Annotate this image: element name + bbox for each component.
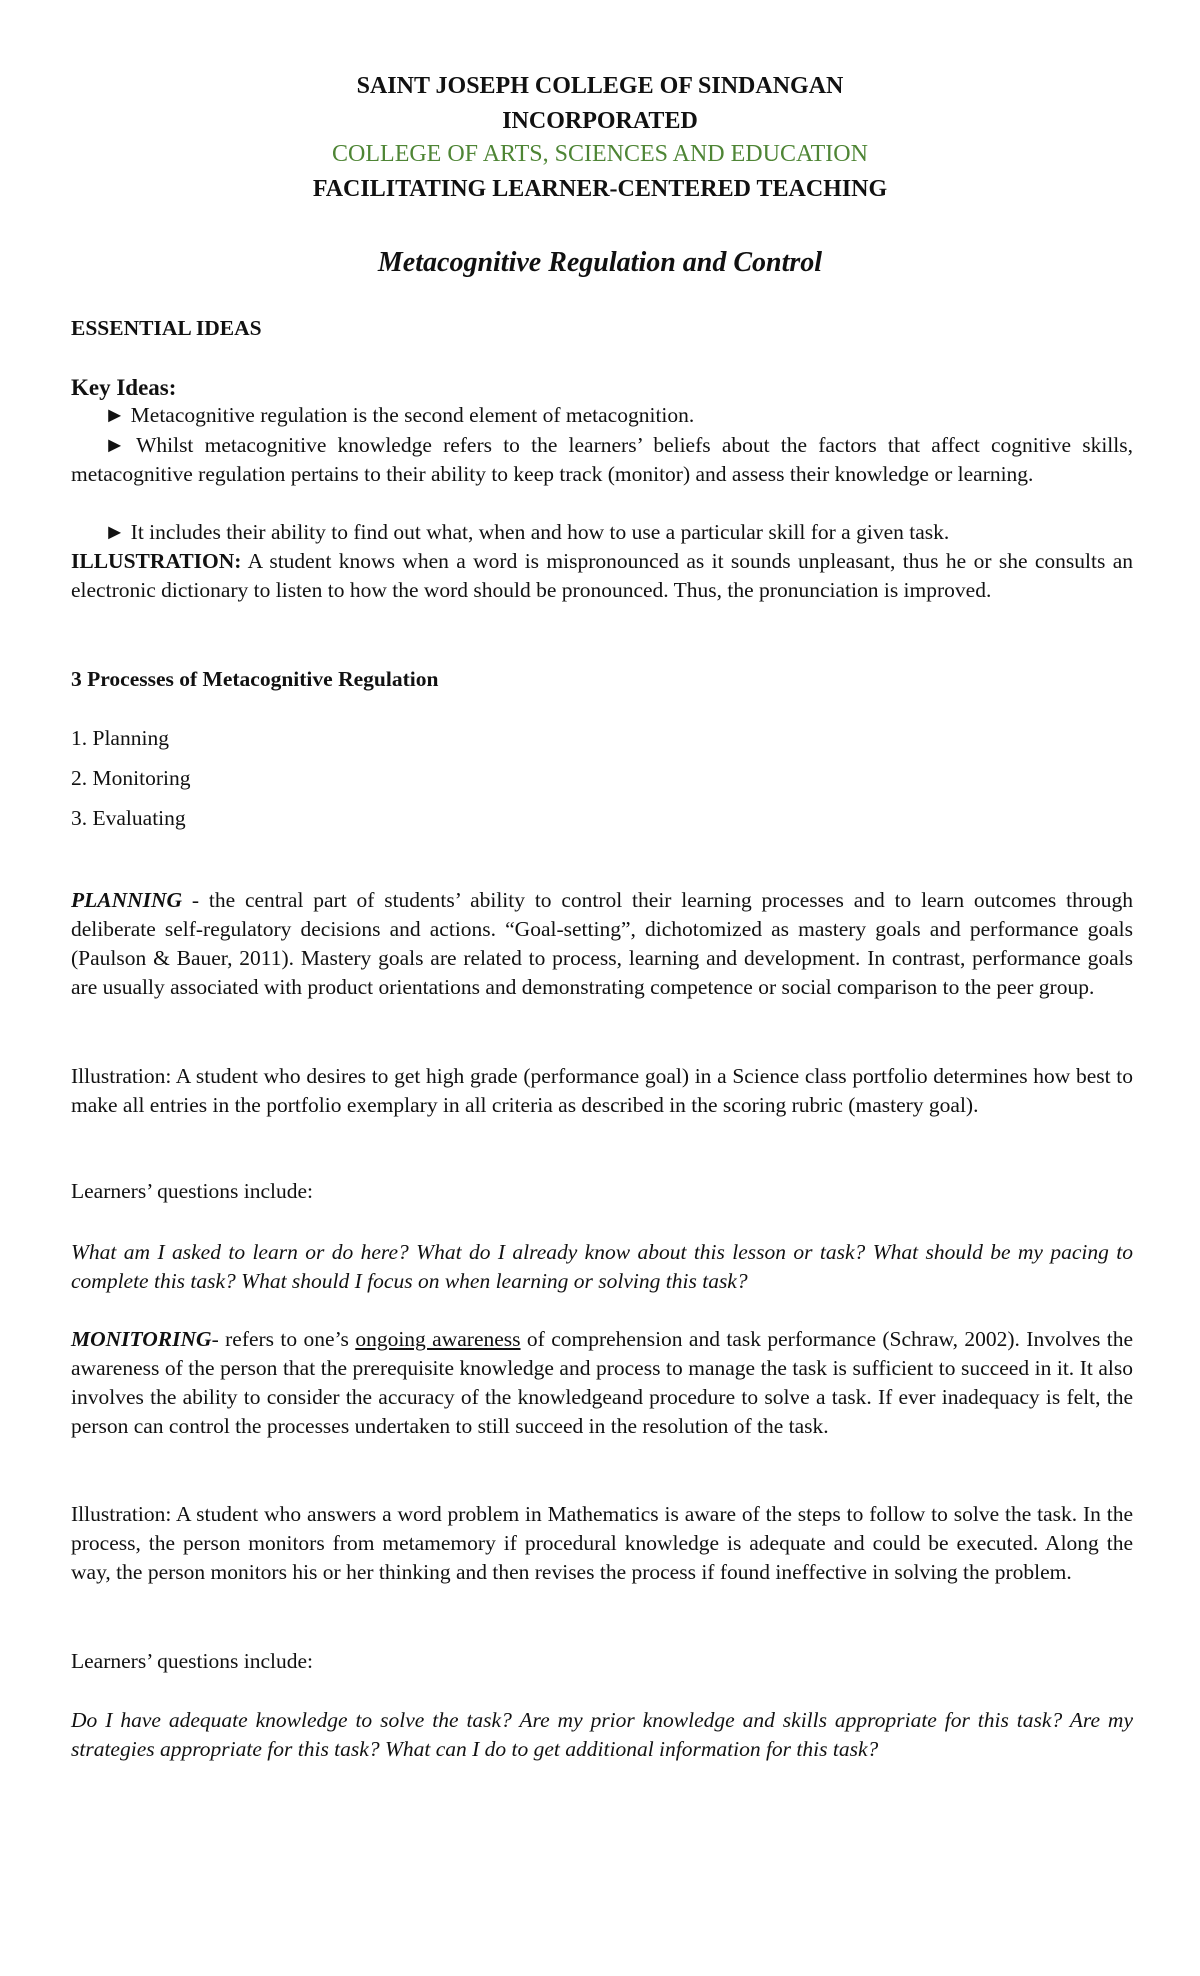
- school-name: SAINT JOSEPH COLLEGE OF SINDANGAN: [356, 73, 844, 99]
- school-incorporated: INCORPORATED: [502, 108, 698, 134]
- illustration-text: A student knows when a word is mispronounced as it sounds unpleasant, thus he or she consults an electronic dictionary to listen to how the word should be pronounced. Thus, the pronunciation is improved.: [71, 549, 1133, 602]
- processes-heading: 3 Processes of Metacognitive Regulation: [71, 667, 439, 691]
- course-title: FACILITATING LEARNER-CENTERED TEACHING: [312, 176, 888, 202]
- process-item: 1. Planning: [71, 726, 169, 750]
- monitoring-illustration: Illustration: A student who answers a word problem in Mathematics is aware of the steps to follow to solve the task. In the process, the person monitors from metamemory if procedural knowledge is adequate and could be executed. Along the way, the person monitors his or her thinking and then revises the process if found ineffective in solving the problem.: [71, 1502, 1133, 1584]
- monitoring-paragraph: [71, 1325, 1133, 1441]
- college-name: COLLEGE OF ARTS, SCIENCES AND EDUCATION: [332, 141, 868, 167]
- document-title: Metacognitive Regulation and Control: [377, 247, 823, 278]
- process-item: 2. Monitoring: [71, 766, 191, 790]
- key-idea-item: [71, 431, 1133, 489]
- key-idea-item: [71, 401, 1133, 430]
- illustration-paragraph: [71, 547, 1133, 605]
- key-idea-item: [71, 518, 1133, 547]
- key-idea-text: Metacognitive regulation is the second element of metacognition.: [130, 403, 695, 427]
- monitoring-questions-label: Learners’ questions include:: [71, 1649, 313, 1673]
- monitoring-term: MONITORING: [71, 1327, 212, 1351]
- bullet-arrow-icon: ►: [104, 520, 126, 544]
- monitoring-questions: Do I have adequate knowledge to solve the task? Are my prior knowledge and skills appropriate for this task? Are my strategies appropriate for this task? What can I do to get additional information for this task?: [71, 1708, 1133, 1761]
- planning-questions: What am I asked to learn or do here? What do I already know about this lesson or task? What should be my pacing to complete this task? What should I focus on when learning or solving this task?: [71, 1240, 1133, 1293]
- essential-ideas-heading: ESSENTIAL IDEAS: [71, 316, 262, 340]
- bullet-arrow-icon: ►: [104, 403, 126, 427]
- key-ideas-heading: Key Ideas:: [71, 375, 177, 400]
- process-item: 3. Evaluating: [71, 806, 186, 830]
- planning-term: PLANNING: [71, 888, 183, 912]
- planning-illustration: Illustration: A student who desires to get high grade (performance goal) in a Science class portfolio determines how best to make all entries in the portfolio exemplary in all criteria as described in the scoring rubric (mastery goal).: [71, 1064, 1133, 1117]
- planning-questions-label: Learners’ questions include:: [71, 1179, 313, 1203]
- monitoring-underlined: ongoing awareness: [355, 1327, 521, 1351]
- bullet-arrow-icon: ►: [104, 433, 126, 457]
- planning-text: - the central part of students’ ability to control their learning processes and to learn outcomes through deliberate self-regulatory decisions and actions. “Goal-setting”, dichotomized as mastery goals and performance goals (Paulson & Bauer, 2011). Mastery goals are related to process, learning and development. In contrast, performance goals are usually associated with product orientations and demonstrating competence or social comparison to the peer group.: [71, 888, 1133, 999]
- key-idea-text: Whilst metacognitive knowledge refers to the learners’ beliefs about the factors that affect cognitive skills, metacognitive regulation pertains to their ability to keep track (monitor) and assess their knowledge or learning.: [71, 433, 1133, 486]
- monitoring-text: of comprehension and task performance (Schraw, 2002). Involves the awareness of the person that the prerequisite knowledge and process to manage the task is sufficient to succeed in it. It also involves the ability to consider the accuracy of the knowledgeand procedure to solve a task. If ever inadequacy is felt, the person can control the processes undertaken to still succeed in the resolution of the task.: [71, 1327, 1133, 1438]
- monitoring-text: - refers to one’s: [211, 1327, 356, 1351]
- planning-paragraph: [71, 886, 1133, 1002]
- key-idea-text: It includes their ability to find out what, when and how to use a particular skill for a given task.: [130, 520, 950, 544]
- illustration-label: ILLUSTRATION:: [71, 549, 242, 573]
